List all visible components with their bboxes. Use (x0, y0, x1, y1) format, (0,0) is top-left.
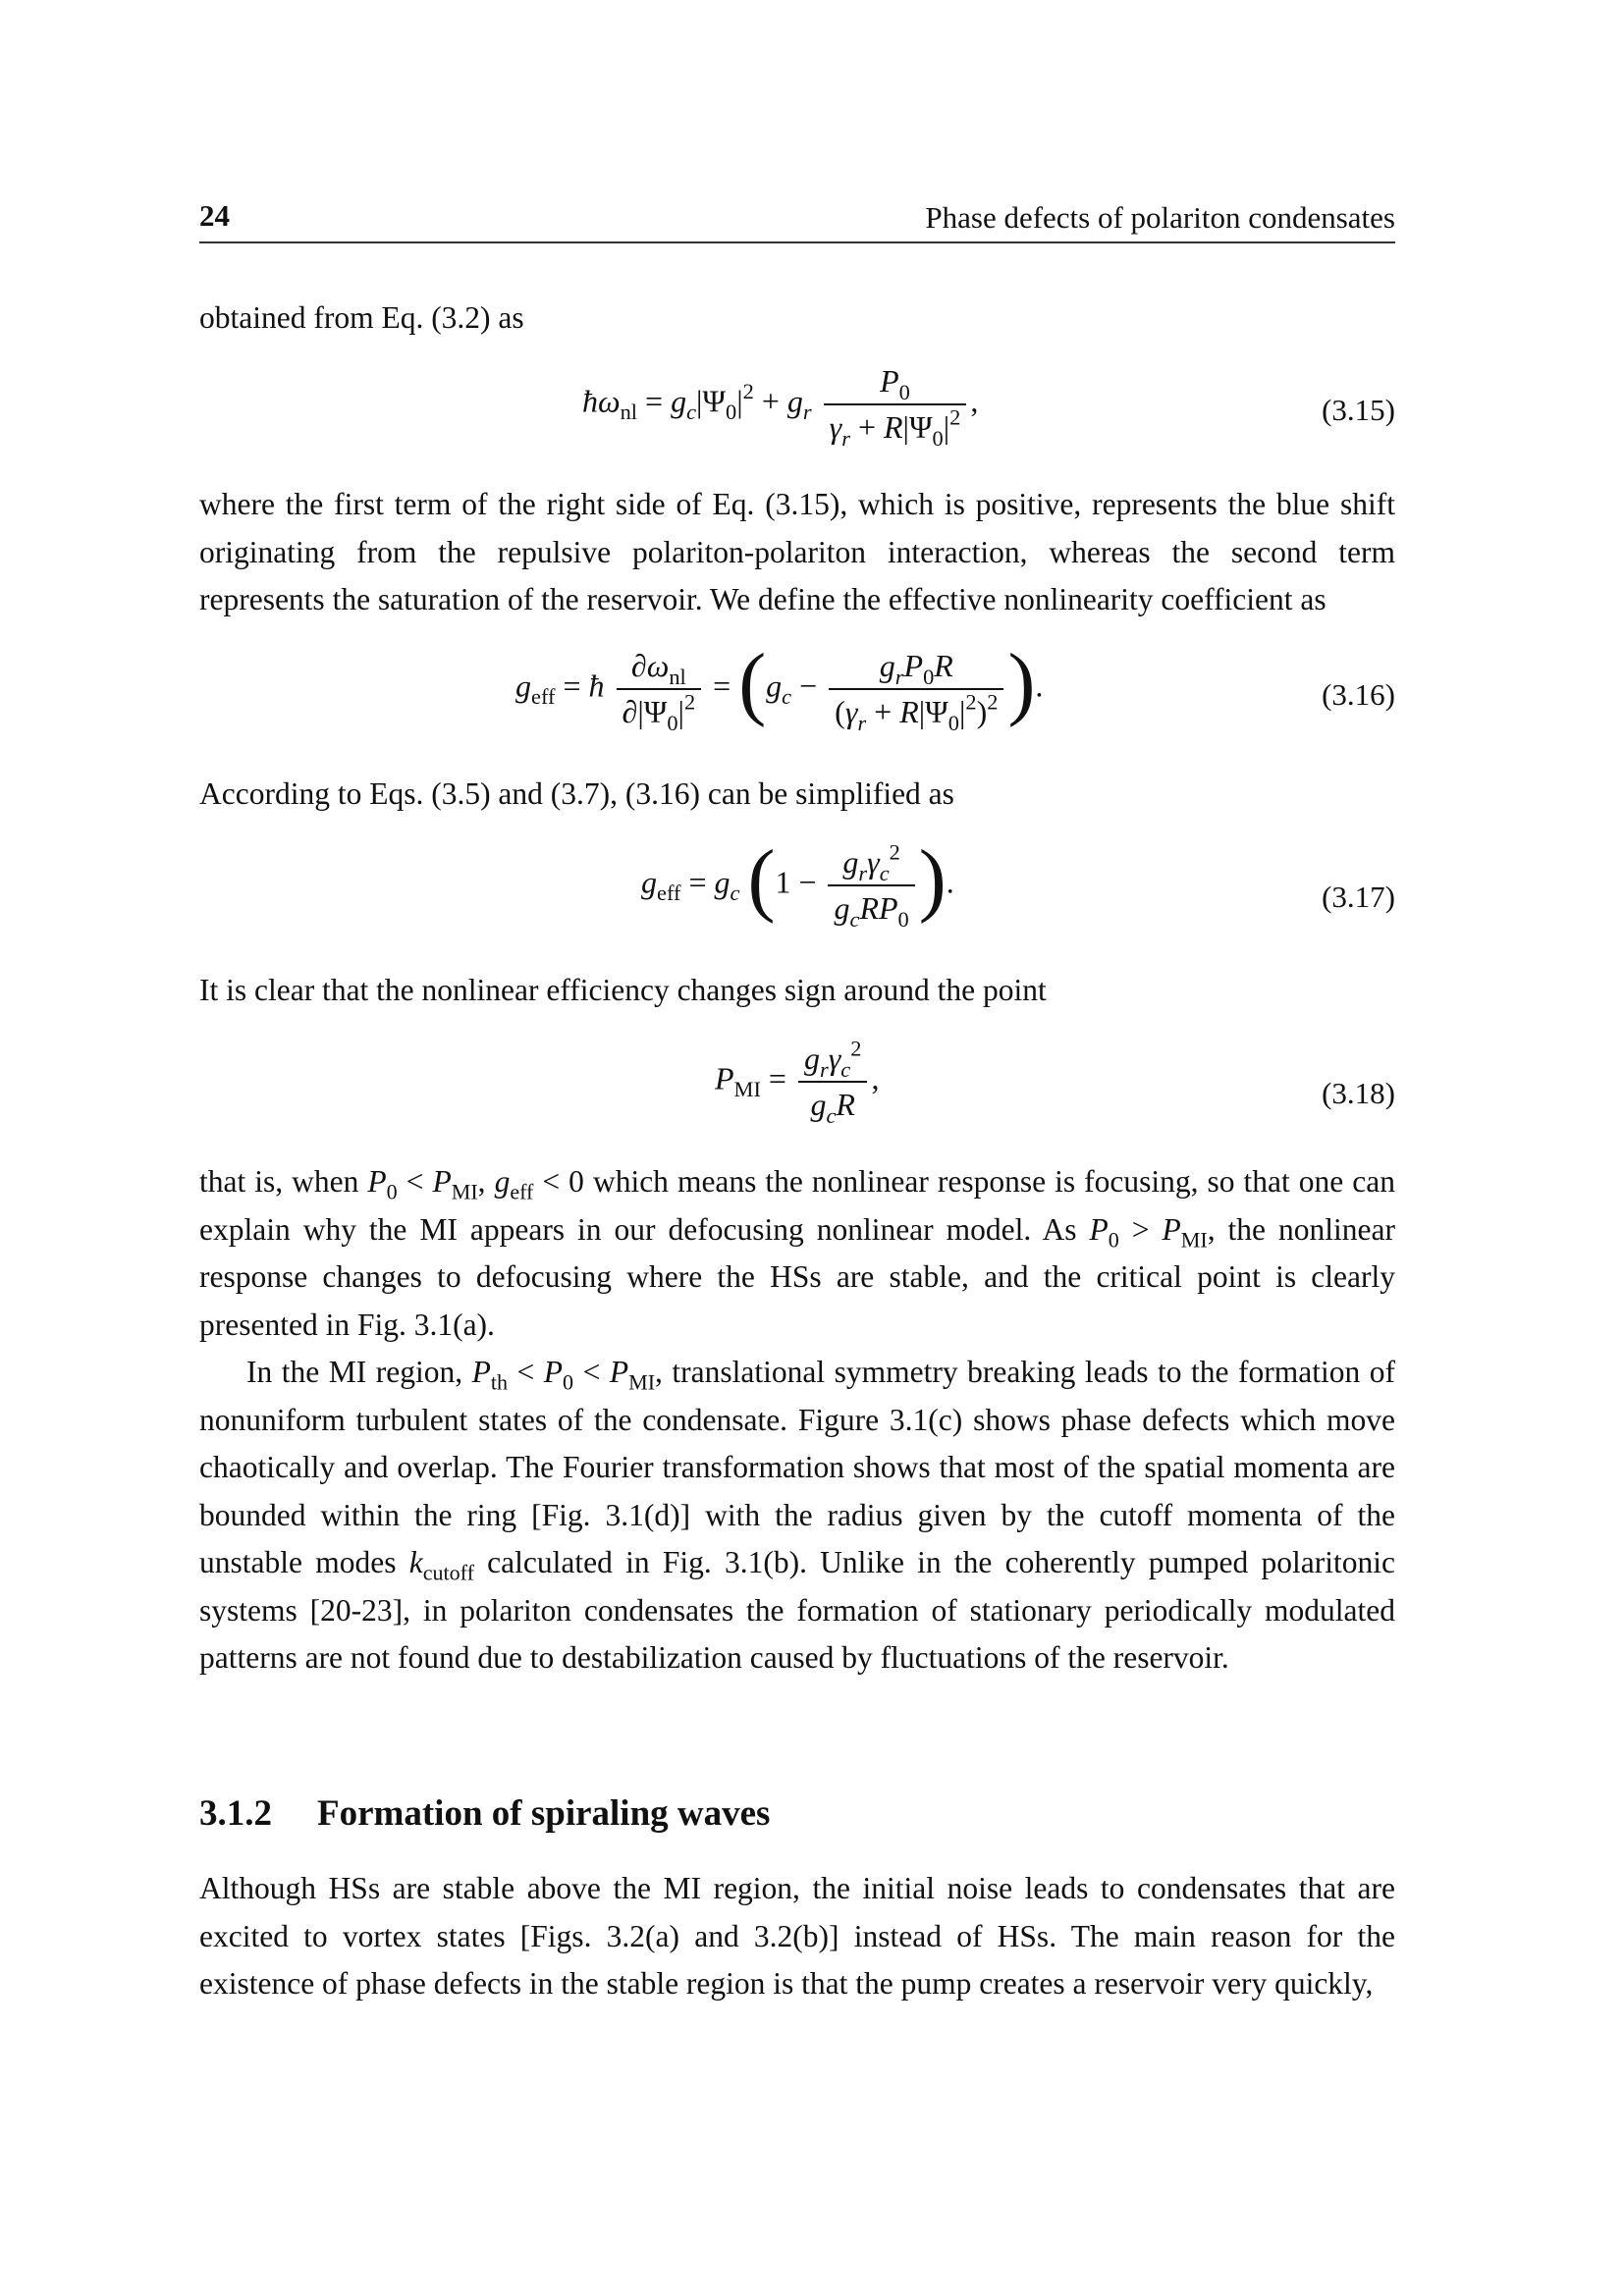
equation-3-16-body: $g_{eff}$ = ħ $\frac{\partial\omega_{nl}}{\partial|\Psi_0|^2}$ = ($g_c$ − $\frac{g_rP_0R}{(\gamma_r + R|\Psi_0|^2)^2}$ ). (515, 637, 1044, 735)
paragraph-focusing (199, 1158, 1395, 1349)
paragraph-spiraling-waves: Although HSs are stable above the MI region, the initial noise leads to condensates that are excited to vortex states [Figs. 3.2(a) and 3.2(b)] instead of HSs. The main reason for the existence of phase defects in the stable region is that the pump creates a reservoir very quickly, (199, 1871, 1395, 2001)
section-number: 3.1.2 (199, 1793, 272, 1834)
page-number: 24 (199, 198, 230, 233)
paragraph-focusing-part-c: , the nonlinear response changes to defocusing where the HSs are stable, and the critical point is clearly presented in Fig. 3.1(a). (199, 1211, 1395, 1342)
equation-number-3-17: (3.17) (1322, 880, 1395, 914)
paragraph-simplified: According to Eqs. (3.5) and (3.7), (3.16) can be simplified as (199, 776, 954, 811)
equation-3-17-body: $g_{eff} = g_c$ (1 − $\frac{g_r\gamma_c^2}{g_cRP_0}$ ). (641, 833, 954, 932)
section-title: Formation of spiraling waves (317, 1793, 771, 1834)
paragraph-blue-shift: where the first term of the right side of Eq. (3.15), which is positive, represents the blue shift originating from the repulsive polariton-polariton interaction, whereas the second term represents the saturation of the reservoir. We define the effective nonlinearity coefficient as (199, 487, 1395, 616)
paragraph-sign-change: It is clear that the nonlinear efficiency changes sign around the point (199, 973, 1047, 1007)
page-header (199, 194, 1395, 243)
equation-number-3-15: (3.15) (1322, 393, 1395, 427)
paragraph-focusing-part-b: which means the nonlinear response is focusing, so that one can explain why the MI appears in our defocusing nonlinear model. As (199, 1164, 1395, 1247)
inline-math-p0-lt-pmi: $P_0 < P_{MI}$, $g_{eff} < 0$ (367, 1164, 584, 1204)
paragraph-mi-region (199, 1349, 1395, 1682)
equation-3-17 (199, 833, 1395, 952)
equation-number-3-18: (3.18) (1322, 1076, 1395, 1110)
inline-math-pth-range: $P_{th} < P_0 < P_{MI}$ (471, 1355, 656, 1395)
paragraph-mi-region-part-b: , translational symmetry breaking leads to the formation of nonuniform turbulent states of the condensate. Figure 3.1(c) shows phase defects which move chaotically and overlap. The Fourier transformation shows that most of the spatial momenta are bounded within the ring [Fig. 3.1(d)] with the radius given by the cutoff momenta of the unstable modes (199, 1355, 1396, 1579)
equation-number-3-16: (3.16) (1322, 677, 1395, 712)
paragraph-focusing-part-a: that is, when (199, 1164, 368, 1199)
equation-3-16 (199, 637, 1395, 756)
paragraph-mi-region-part-c: calculated in Fig. 3.1(b). Unlike in the coherently pumped polaritonic systems [20-23], in polariton condensates the formation of stationary periodically modulated patterns are not found due to destabilization caused by fluctuations of the reservoir. (199, 1545, 1395, 1675)
paragraph-intro: obtained from Eq. (3.2) as (199, 300, 524, 335)
equation-3-15 (199, 363, 1395, 461)
paragraph-mi-region-part-a: In the MI region, (246, 1355, 472, 1389)
section-heading (199, 1792, 770, 1835)
equation-3-18-body: $P_{MI}$ = $\frac{g_r\gamma_c^2}{g_cR}$ , (715, 1036, 880, 1128)
running-head: Phase defects of polariton condensates (925, 200, 1395, 235)
equation-3-18 (199, 1036, 1395, 1144)
equation-3-15-body: $ħ\omega_{nl} = g_c|\Psi_0|^2 + g_r$ $\frac{P_0}{\gamma_r + R|\Psi_0|^2}$ , (582, 363, 979, 451)
inline-math-p0-gt-pmi: $P_0 > P_{MI}$ (1089, 1211, 1208, 1253)
inline-math-kcutoff: $k_{cutoff}$ (408, 1545, 474, 1585)
